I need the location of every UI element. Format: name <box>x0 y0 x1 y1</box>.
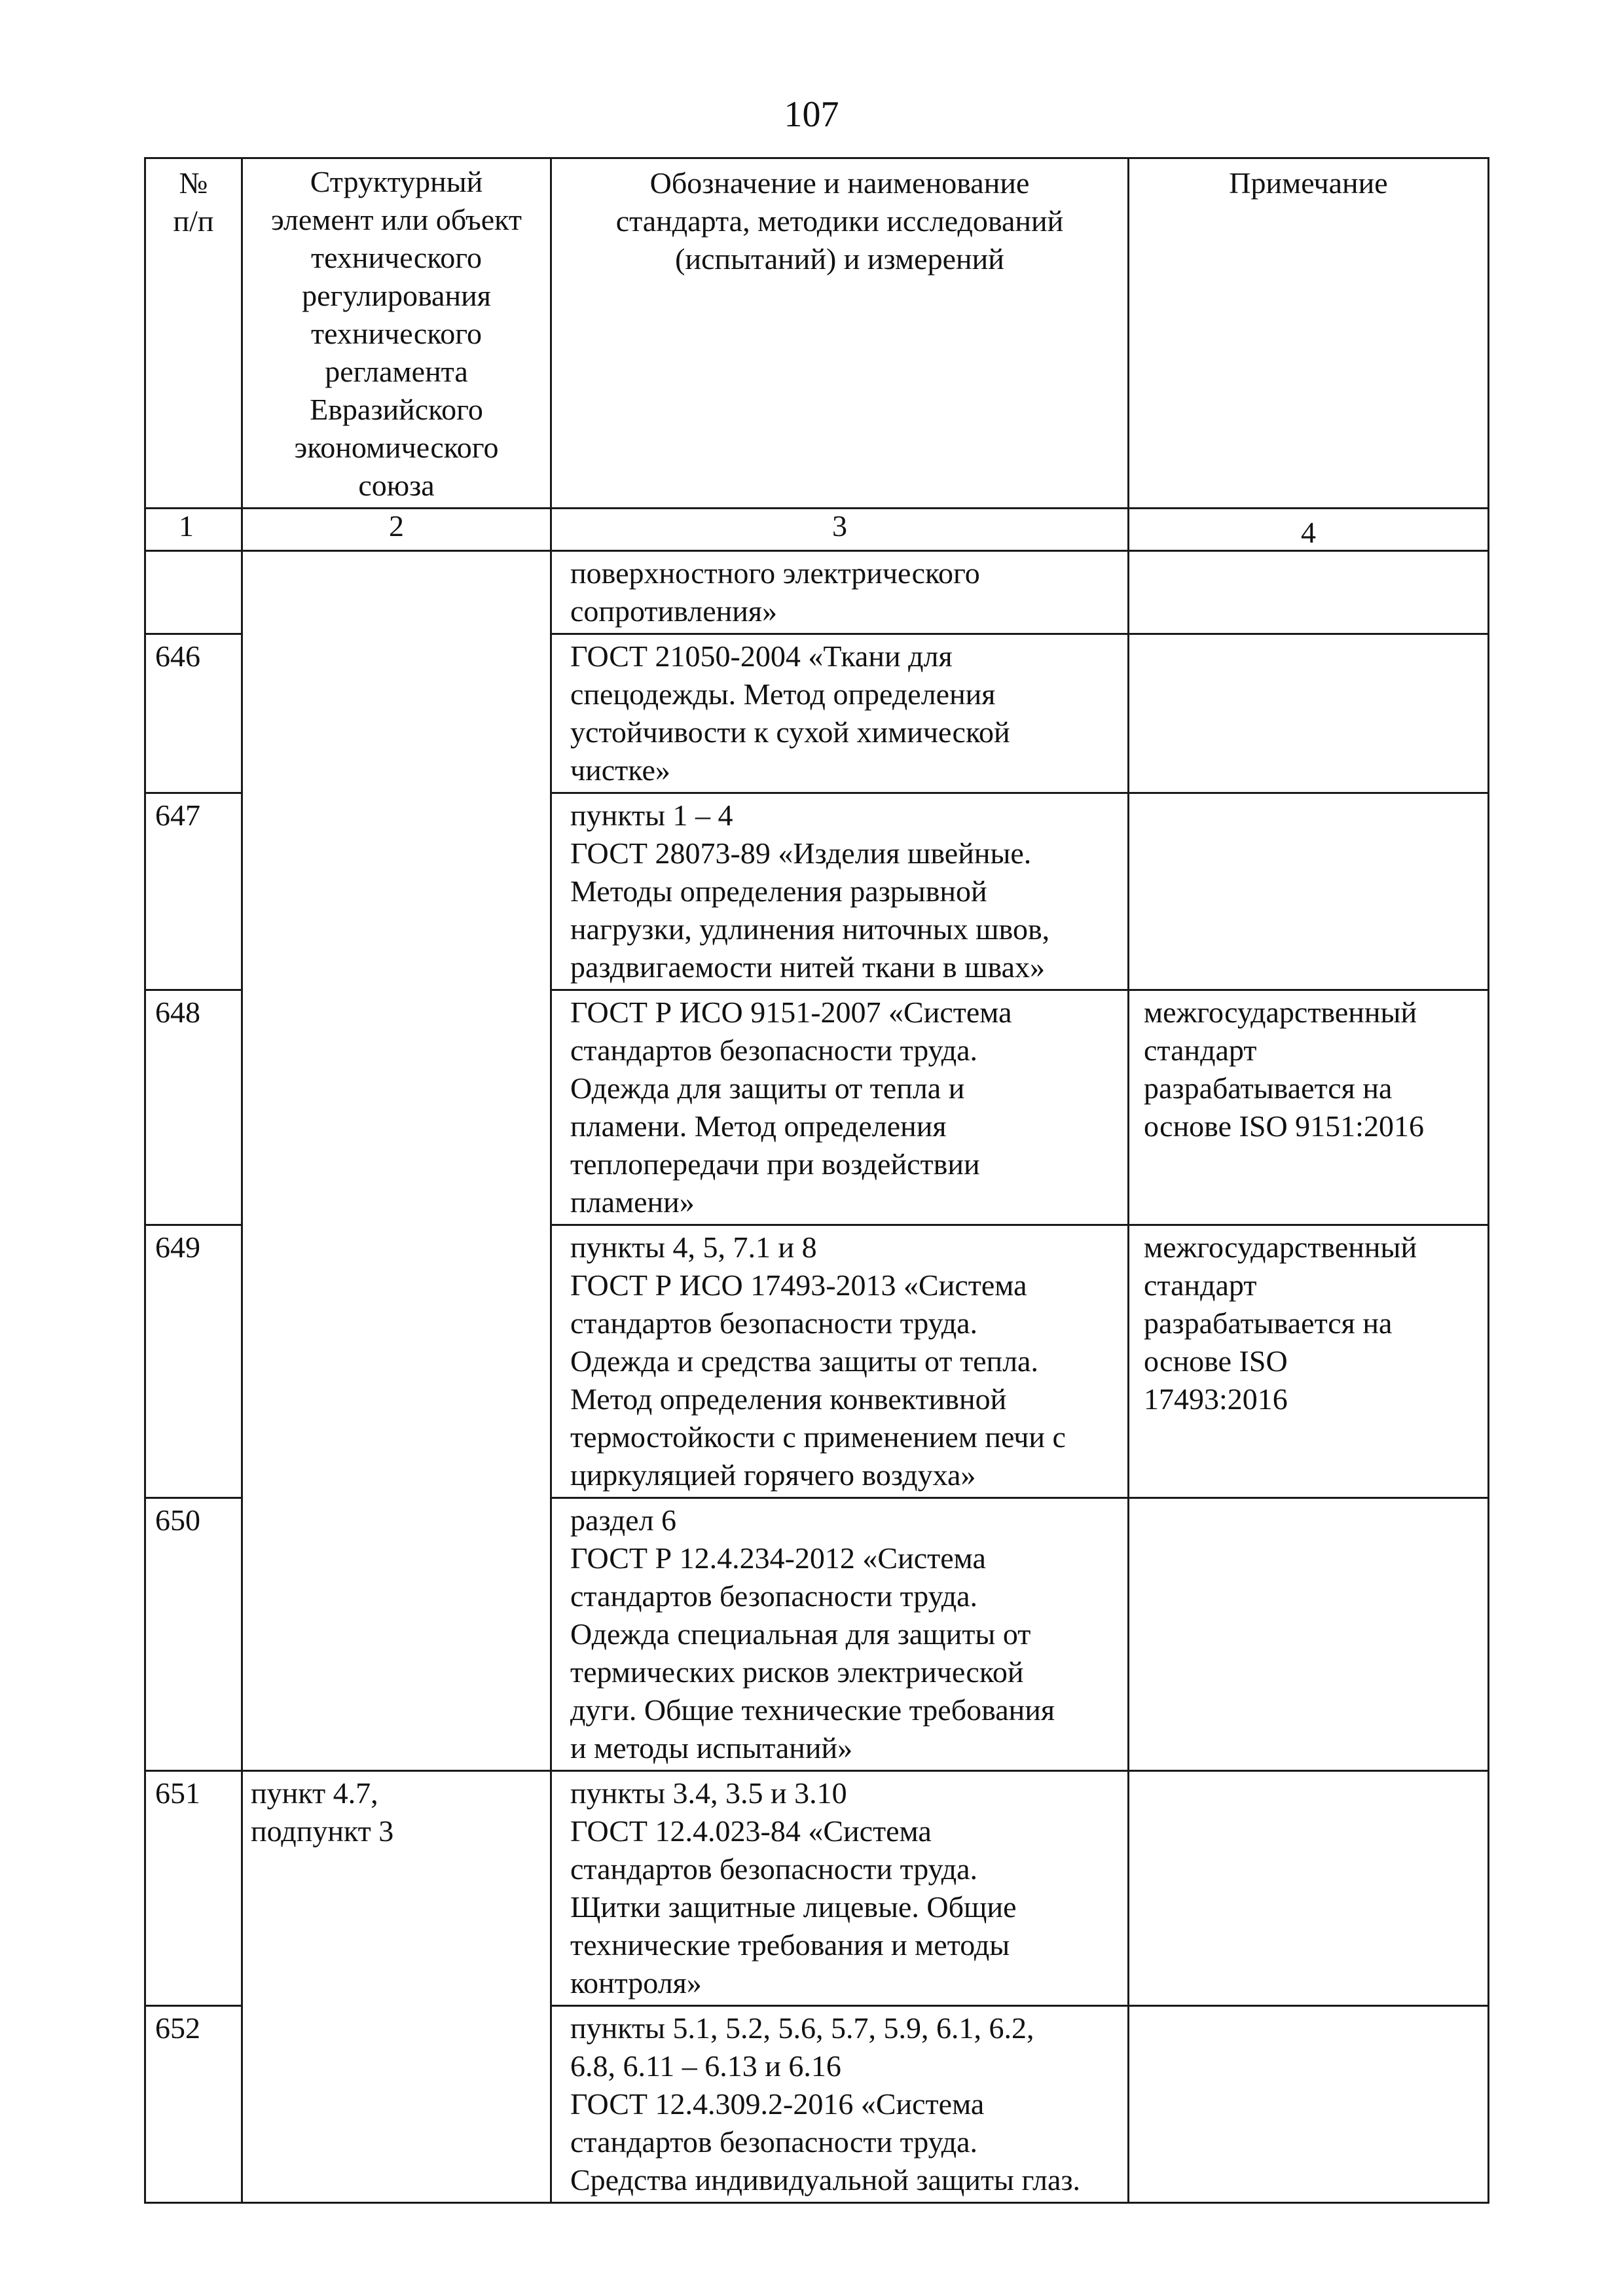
standard-cell <box>551 1771 1129 2006</box>
standard-line: стандартов безопасности труда. <box>570 1033 978 1067</box>
header-col2-line: элемент или объект <box>270 203 522 236</box>
standard-line: термостойкости с применением печи с <box>570 1420 1066 1454</box>
header-col3 <box>551 158 1129 509</box>
column-number: 2 <box>242 509 551 551</box>
standard-line: ГОСТ Р ИСО 17493-2013 «Система <box>570 1268 1027 1302</box>
note-cell <box>1129 2006 1489 2203</box>
header-col2-line: Евразийского <box>310 393 483 426</box>
header-col2-line: регламента <box>325 355 468 388</box>
standard-line: Одежда для защиты от тепла и <box>570 1071 965 1105</box>
page-number: 107 <box>784 94 839 135</box>
standard-line: пламени. Метод определения <box>570 1109 947 1143</box>
table-row <box>145 1771 1489 2006</box>
standard-line: стандартов безопасности труда. <box>570 1306 978 1340</box>
standard-line: Метод определения конвективной <box>570 1382 1007 1416</box>
standard-line: раздел 6 <box>570 1503 677 1537</box>
header-col1-line: № <box>179 166 208 200</box>
standard-cell <box>551 634 1129 793</box>
standard-line: стандартов безопасности труда. <box>570 1852 978 1886</box>
header-col2-line: технического <box>311 317 482 350</box>
standard-line: устойчивости к сухой химической <box>570 715 1010 749</box>
header-col1 <box>145 158 242 509</box>
standard-line: циркуляцией горячего воздуха» <box>570 1458 976 1492</box>
standard-line: Одежда и средства защиты от тепла. <box>570 1344 1038 1378</box>
row-number: 652 <box>145 2006 242 2203</box>
column-number: 4 <box>1129 509 1489 551</box>
note-line: стандарт <box>1144 1268 1257 1302</box>
note-line: межгосударственный <box>1144 996 1417 1029</box>
note-cell <box>1129 990 1489 1225</box>
standard-line: ГОСТ 21050-2004 «Ткани для <box>570 639 953 673</box>
standard-line: Щитки защитные лицевые. Общие <box>570 1890 1017 1924</box>
standard-line: стандартов безопасности труда. <box>570 2125 978 2159</box>
note-line: разрабатывается на <box>1144 1306 1393 1340</box>
note-line: разрабатывается на <box>1144 1071 1393 1105</box>
standard-line: ГОСТ Р ИСО 9151-2007 «Система <box>570 996 1012 1029</box>
standard-line: нагрузки, удлинения ниточных швов, <box>570 912 1050 946</box>
standard-line: поверхностного электрического <box>570 556 980 590</box>
structural-element-line: пункт 4.7, <box>251 1776 378 1810</box>
standard-line: пункты 5.1, 5.2, 5.6, 5.7, 5.9, 6.1, 6.2, <box>570 2011 1034 2045</box>
standard-line: технические требования и методы <box>570 1928 1010 1962</box>
note-cell <box>1129 1771 1489 2006</box>
note-cell <box>1129 551 1489 634</box>
note-cell <box>1129 1498 1489 1771</box>
standard-line: сопротивления» <box>570 594 778 628</box>
row-number: 646 <box>145 634 242 793</box>
header-col2-line: технического <box>311 241 482 274</box>
structural-element-cell <box>242 551 551 1771</box>
row-number: 651 <box>145 1771 242 2006</box>
standard-line: термических рисков электрической <box>570 1655 1024 1689</box>
note-line: основе ISO <box>1144 1344 1288 1378</box>
standard-line: пламени» <box>570 1185 695 1219</box>
standard-line: спецодежды. Метод определения <box>570 677 996 711</box>
standard-cell <box>551 2006 1129 2203</box>
standard-line: Одежда специальная для защиты от <box>570 1617 1031 1651</box>
standard-cell <box>551 1498 1129 1771</box>
standard-line: теплопередачи при воздействии <box>570 1147 980 1181</box>
header-col4 <box>1129 158 1489 509</box>
header-col3-line: стандарта, методики исследований <box>615 204 1064 238</box>
header-col2-line: Структурный <box>310 165 483 198</box>
standard-cell <box>551 793 1129 990</box>
standard-line: ГОСТ 12.4.309.2-2016 «Система <box>570 2087 985 2121</box>
standards-table <box>144 157 1489 2204</box>
column-numbers-row <box>145 509 1489 551</box>
table-header-row <box>145 158 1489 509</box>
standard-line: пункты 4, 5, 7.1 и 8 <box>570 1230 817 1264</box>
structural-element-line: подпункт 3 <box>251 1814 394 1848</box>
note-cell <box>1129 1225 1489 1498</box>
row-number: 649 <box>145 1225 242 1498</box>
standard-cell <box>551 1225 1129 1498</box>
header-col3-line: Обозначение и наименование <box>649 166 1030 200</box>
standard-line: Методы определения разрывной <box>570 874 987 908</box>
structural-element-cell <box>242 1771 551 2203</box>
standard-line: ГОСТ 28073-89 «Изделия швейные. <box>570 836 1032 870</box>
standard-line: ГОСТ Р 12.4.234-2012 «Система <box>570 1541 986 1575</box>
table-row <box>145 551 1489 634</box>
standard-line: стандартов безопасности труда. <box>570 1579 978 1613</box>
standard-line: 6.8, 6.11 – 6.13 и 6.16 <box>570 2049 841 2083</box>
column-number: 1 <box>145 509 242 551</box>
standard-line: Средства индивидуальной защиты глаз. <box>570 2163 1081 2197</box>
header-col2-line: союза <box>358 469 435 502</box>
standard-line: дуги. Общие технические требования <box>570 1693 1055 1727</box>
header-col1-line: п/п <box>173 204 214 238</box>
header-col3-line: (испытаний) и измерений <box>675 242 1004 276</box>
row-number: 650 <box>145 1498 242 1771</box>
standard-line: раздвигаемости нитей ткани в швах» <box>570 950 1046 984</box>
header-col2 <box>242 158 551 509</box>
note-line: основе ISO 9151:2016 <box>1144 1109 1424 1143</box>
row-number <box>145 551 242 634</box>
column-number: 3 <box>551 509 1129 551</box>
note-line: стандарт <box>1144 1033 1257 1067</box>
standard-line: чистке» <box>570 753 670 787</box>
standard-line: и методы испытаний» <box>570 1731 853 1765</box>
row-number: 648 <box>145 990 242 1225</box>
header-col4-line: Примечание <box>1229 166 1388 200</box>
note-cell <box>1129 793 1489 990</box>
note-cell <box>1129 634 1489 793</box>
standard-line: пункты 3.4, 3.5 и 3.10 <box>570 1776 847 1810</box>
header-col2-line: регулирования <box>302 279 491 312</box>
row-number: 647 <box>145 793 242 990</box>
standard-cell <box>551 551 1129 634</box>
note-line: 17493:2016 <box>1144 1382 1288 1416</box>
standard-line: ГОСТ 12.4.023-84 «Система <box>570 1814 932 1848</box>
standard-cell <box>551 990 1129 1225</box>
note-line: межгосударственный <box>1144 1230 1417 1264</box>
header-col2-line: экономического <box>294 431 499 464</box>
standard-line: контроля» <box>570 1966 702 2000</box>
standard-line: пункты 1 – 4 <box>570 798 733 832</box>
